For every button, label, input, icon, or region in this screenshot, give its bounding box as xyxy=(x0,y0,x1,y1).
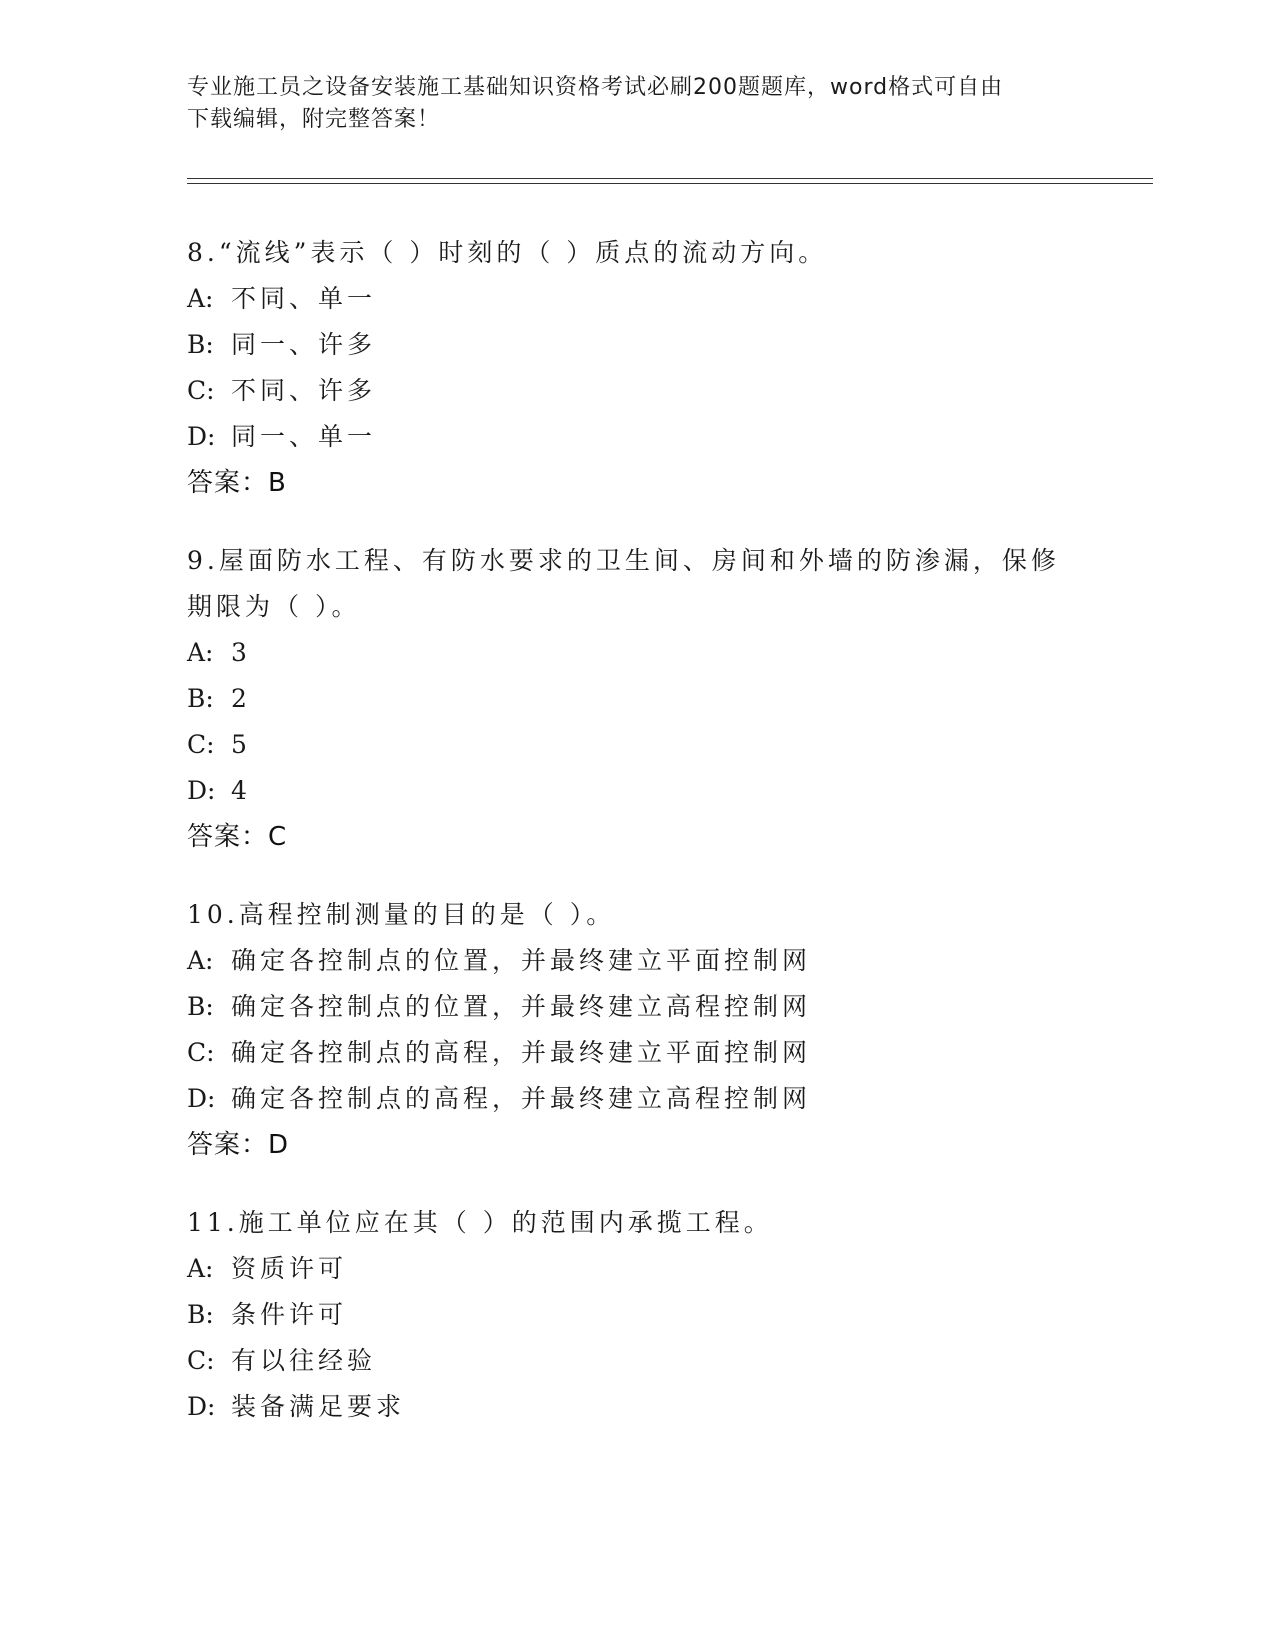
option-text: 不同、许多 xyxy=(231,376,377,405)
option-d xyxy=(187,414,1087,460)
option-key: A: xyxy=(187,638,214,667)
question-9 xyxy=(187,538,1087,860)
answer-line: 答案：B xyxy=(187,468,287,498)
option-a xyxy=(187,276,1087,322)
question-10 xyxy=(187,892,1087,1168)
option-b xyxy=(187,322,1087,368)
question-stem: 8.“流线”表示（ ）时刻的（ ）质点的流动方向。 xyxy=(187,238,828,267)
question-stem: 11.施工单位应在其（ ）的范围内承揽工程。 xyxy=(187,1208,773,1237)
answer-line: 答案：D xyxy=(187,1130,290,1160)
option-a xyxy=(187,630,1087,676)
option-b xyxy=(187,1292,1087,1338)
option-key: B: xyxy=(187,992,214,1021)
option-c xyxy=(187,1030,1087,1076)
option-c xyxy=(187,1338,1087,1384)
option-c xyxy=(187,368,1087,414)
option-text: 确定各控制点的高程，并最终建立平面控制网 xyxy=(231,1038,812,1067)
option-text: 5 xyxy=(231,730,251,759)
option-c xyxy=(187,722,1087,768)
option-text: 确定各控制点的高程，并最终建立高程控制网 xyxy=(231,1084,812,1113)
option-key: B: xyxy=(187,1300,214,1329)
option-key: A: xyxy=(187,946,214,975)
option-key: D: xyxy=(187,776,216,805)
question-8 xyxy=(187,230,1087,506)
document-header xyxy=(187,72,1087,136)
option-text: 条件许可 xyxy=(231,1300,348,1329)
option-text: 有以往经验 xyxy=(231,1346,377,1375)
option-key: A: xyxy=(187,1254,214,1283)
option-text: 同一、单一 xyxy=(231,422,377,451)
option-text: 确定各控制点的位置，并最终建立高程控制网 xyxy=(231,992,812,1021)
option-key: B: xyxy=(187,330,214,359)
option-text: 确定各控制点的位置，并最终建立平面控制网 xyxy=(231,946,812,975)
option-text: 3 xyxy=(231,638,251,667)
option-text: 同一、许多 xyxy=(231,330,377,359)
header-rule-top xyxy=(187,178,1153,179)
option-key: D: xyxy=(187,1392,216,1421)
option-d xyxy=(187,1076,1087,1122)
option-key: C: xyxy=(187,376,215,405)
option-key: C: xyxy=(187,1038,215,1067)
option-key: D: xyxy=(187,1084,216,1113)
answer-line: 答案：C xyxy=(187,822,288,852)
option-key: D: xyxy=(187,422,216,451)
option-b xyxy=(187,984,1087,1030)
option-text: 4 xyxy=(231,776,251,805)
option-a xyxy=(187,938,1087,984)
option-b xyxy=(187,676,1087,722)
question-list xyxy=(187,230,1087,1462)
question-11 xyxy=(187,1200,1087,1430)
question-stem: 10.高程控制测量的目的是（ ）。 xyxy=(187,900,616,929)
option-text: 资质许可 xyxy=(231,1254,348,1283)
header-line-2: 下载编辑，附完整答案！ xyxy=(187,107,441,132)
option-a xyxy=(187,1246,1087,1292)
header-rule-bottom xyxy=(187,183,1153,184)
option-key: A: xyxy=(187,284,214,313)
header-line-1: 专业施工员之设备安装施工基础知识资格考试必刷200题题库，word格式可自由 xyxy=(187,75,1004,100)
option-key: C: xyxy=(187,730,215,759)
option-d xyxy=(187,1384,1087,1430)
option-key: B: xyxy=(187,684,214,713)
option-text: 装备满足要求 xyxy=(231,1392,406,1421)
option-d xyxy=(187,768,1087,814)
option-key: C: xyxy=(187,1346,215,1375)
option-text: 不同、单一 xyxy=(231,284,377,313)
option-text: 2 xyxy=(231,684,251,713)
question-stem: 9.屋面防水工程、有防水要求的卫生间、房间和外墙的防渗漏，保修期限为（ ）。 xyxy=(187,546,1060,621)
